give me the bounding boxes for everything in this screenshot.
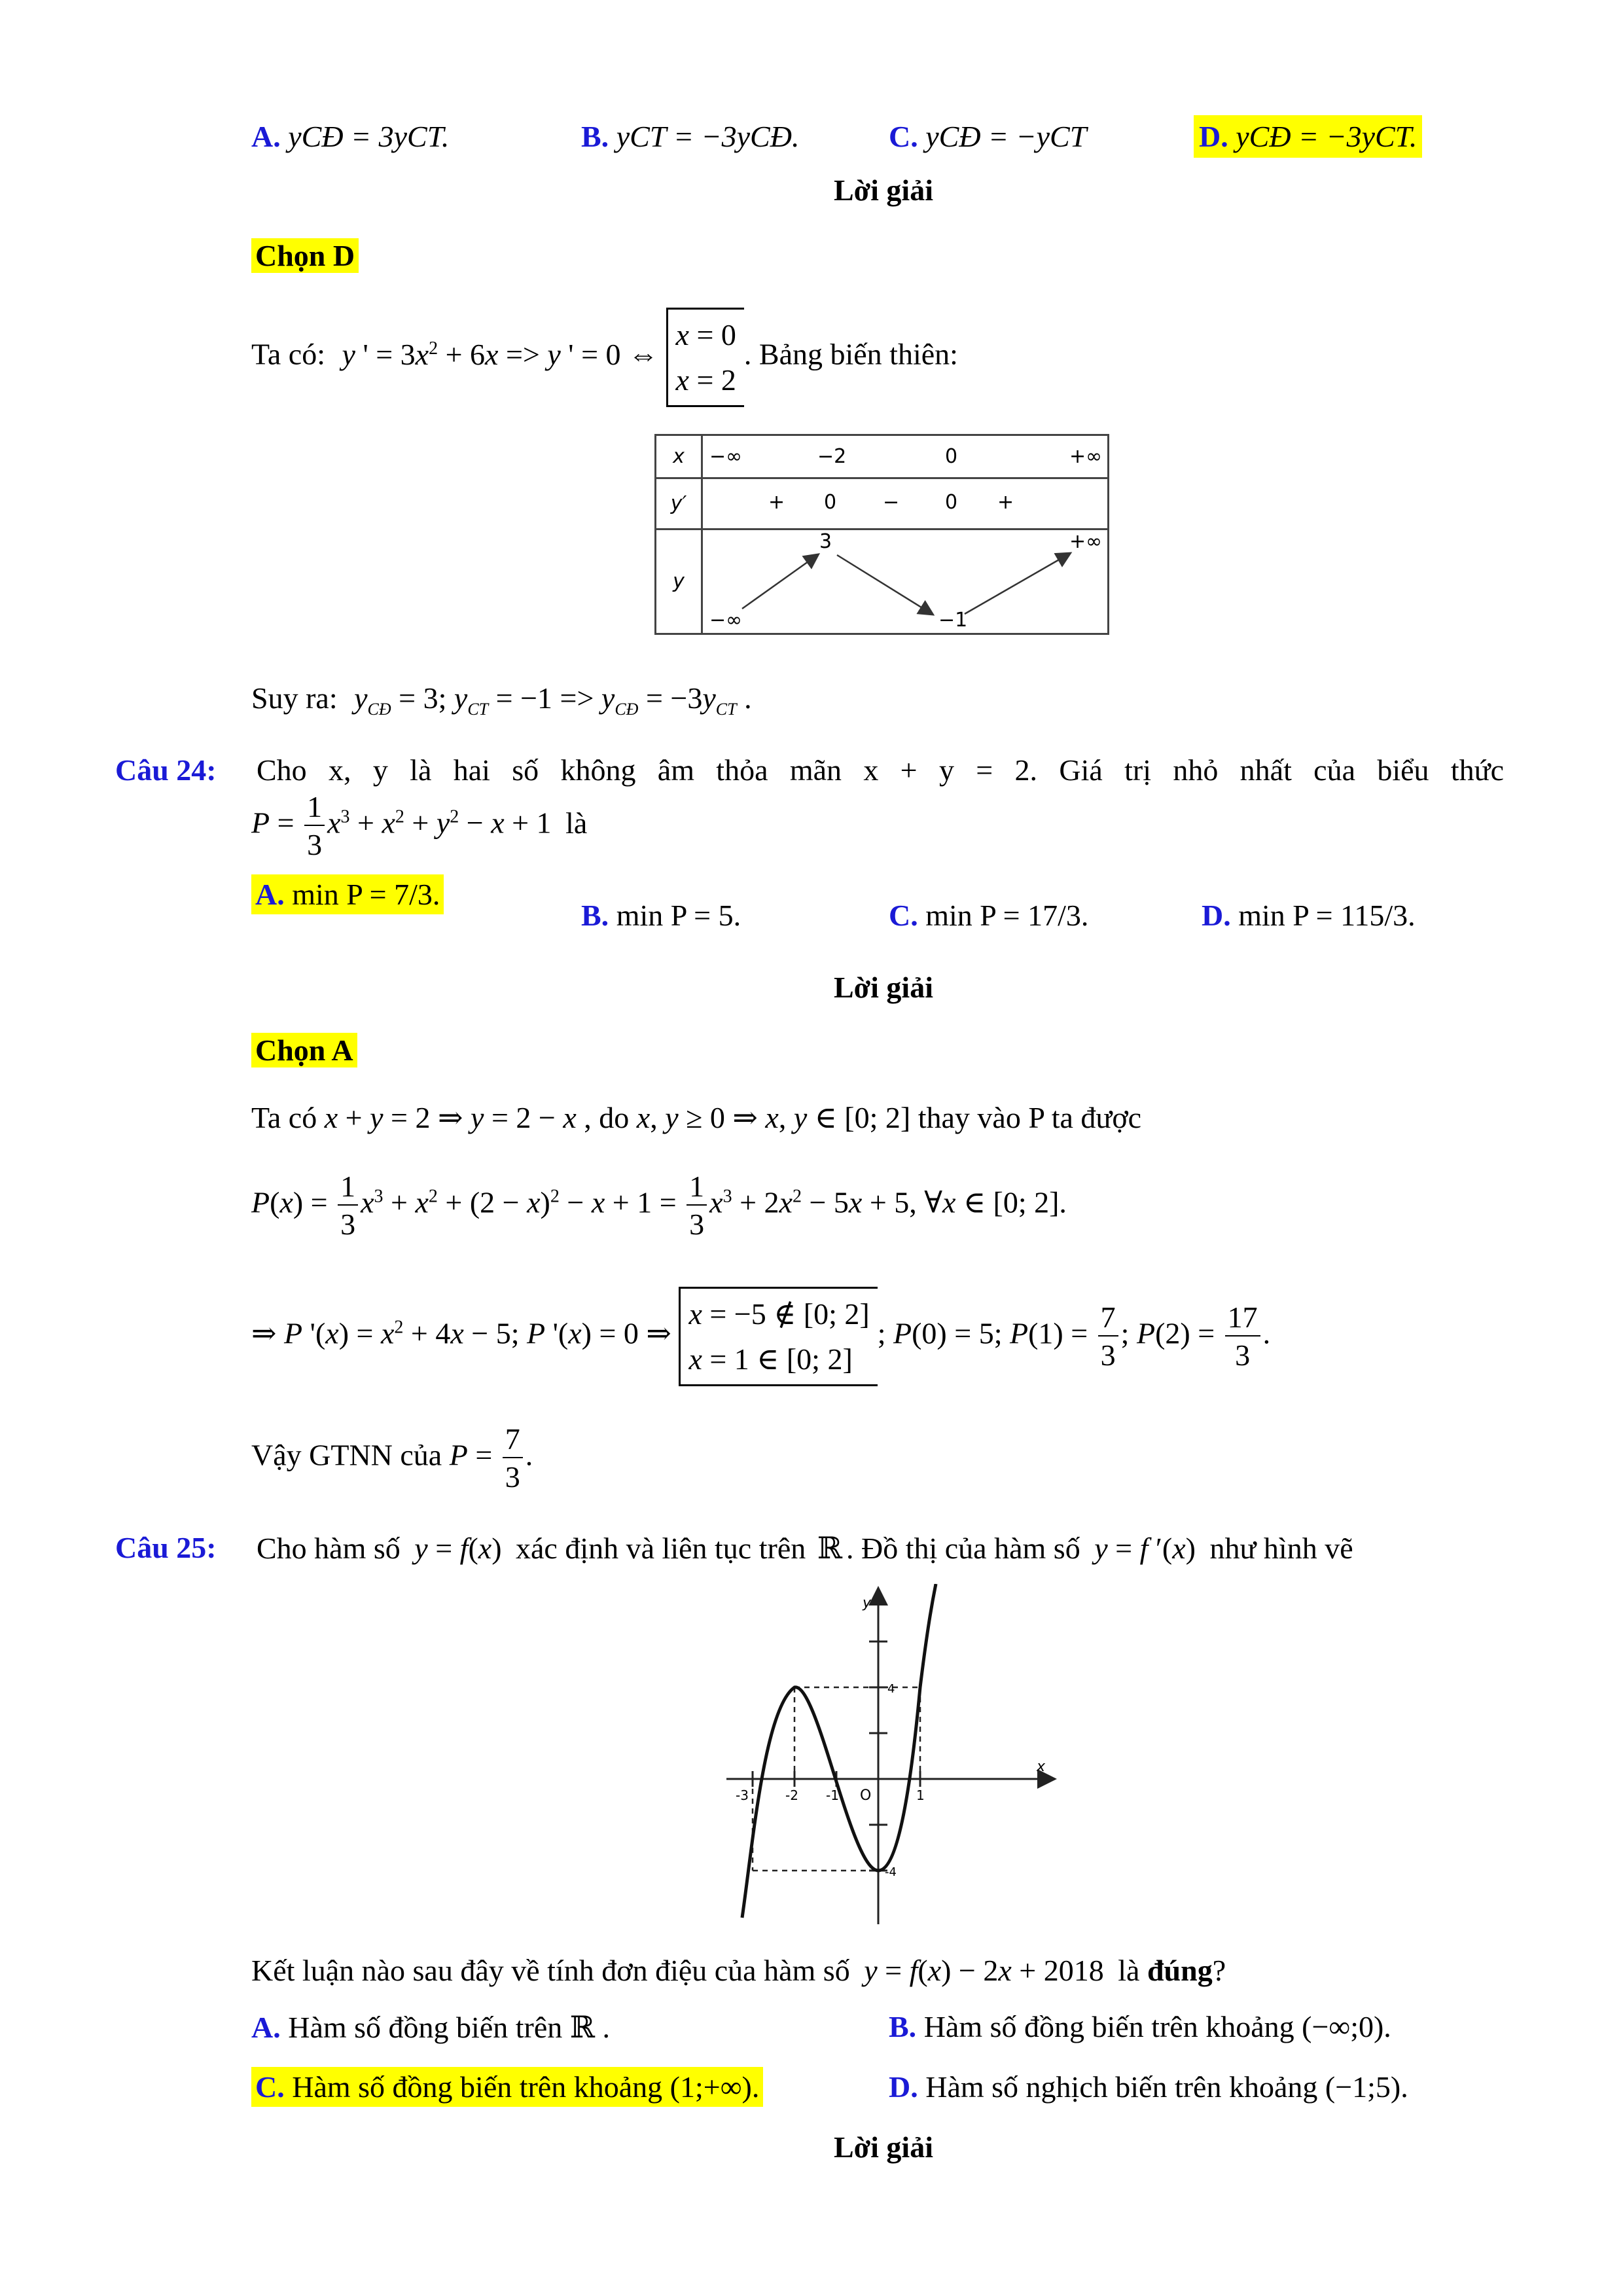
formula-part: x, y ≥ 0 ⇒ x, y ∈ [0; 2]: [636, 1101, 911, 1134]
q24-substitution-line: [251, 1100, 1141, 1135]
option-text: yCT = −3yCĐ.: [616, 120, 800, 153]
q25-option-a: [251, 2009, 610, 2045]
table-yp-zero2: 0: [945, 491, 958, 514]
table-x-minus2: −2: [817, 445, 847, 468]
formula-part: y = f(x) − 2x + 2018: [864, 1954, 1104, 1987]
table-x-pos-inf: +∞: [1069, 445, 1103, 468]
conclusion-formula: $y_{CĐ} = 3$; $y_{CT} = -1 => y_{CĐ} = -3y_{CT}$ .: [354, 681, 752, 719]
table-arrows: [703, 530, 1109, 635]
table-x-zero: 0: [945, 445, 958, 468]
option-text: Hàm số đồng biến trên khoảng (1;+∞).: [292, 2070, 760, 2104]
derivative-formula: y ' = $3x^2 + 6x => y$ ' = 0 ⇔: [342, 337, 659, 371]
formula-part: x + y = 2 ⇒ y = 2 − x: [324, 1101, 577, 1134]
variation-table: [654, 434, 1109, 635]
option-text: Hàm số nghịch biến trên khoảng (−1;5).: [925, 2070, 1408, 2104]
option-text: min P = 115/3.: [1238, 899, 1416, 932]
q23-solution-title: Lời giải: [834, 173, 933, 207]
option-text: min P = 5.: [616, 899, 741, 932]
line-mid: , do: [584, 1101, 630, 1134]
formula-part: ℝ: [817, 1532, 842, 1565]
q24-solution-title: Lời giải: [834, 971, 933, 1004]
option-text: Hàm số đồng biến trên ℝ .: [288, 2011, 610, 2044]
option-text: min P = 17/3.: [925, 899, 1089, 932]
graph-label-minus4: -4: [885, 1865, 897, 1879]
derivative-curve: [742, 1584, 936, 1918]
q23-conclusion: [251, 681, 752, 719]
option-label: A.: [255, 878, 285, 911]
q23-derivative-line: [251, 308, 958, 407]
q24-derivative-line: ⇒ P '$(x) = x^2 + 4x - 5$; P '(x) = 0 ⇒ x = −5 ∉ [0; 2] x = 1 ∈ [0; 2]; P(0) = 5; P(1) = $\frac{7}{3}$ ; P(2) = $\frac{17}{3}$ .: [251, 1287, 1270, 1386]
stem-part: xác định và liên tục trên: [516, 1532, 806, 1565]
fraction-one-third: $\frac{1}{3}$: [304, 792, 325, 860]
option-text: Hàm số đồng biến trên khoảng (−∞;0).: [923, 2010, 1391, 2043]
q23-option-b: [581, 119, 799, 154]
fraction-seven-thirds: $\frac{7}{3}$: [503, 1424, 523, 1492]
table-yp-plus2: +: [997, 491, 1014, 514]
graph-label-minus3: -3: [736, 1787, 749, 1803]
question-prefix: Kết luận nào sau đây về tính đơn điệu của hàm số: [251, 1954, 850, 1987]
table-yp-minus: −: [883, 491, 900, 514]
table-y-pos-inf: +∞: [1069, 530, 1103, 553]
q24-option-b: [581, 898, 741, 933]
q23-option-a: [251, 119, 449, 154]
option-text: yCĐ = 3yCT.: [288, 120, 450, 153]
line-prefix: Ta có: [251, 1101, 317, 1134]
graph-label-1: 1: [916, 1787, 925, 1803]
formula-part: y = f ′(x): [1094, 1532, 1196, 1565]
q25-option-d: [889, 2070, 1408, 2104]
option-text: yCĐ = −yCT: [925, 120, 1087, 153]
q23-option-c: [889, 119, 1086, 154]
option-label: B.: [581, 120, 609, 153]
table-yp-plus1: +: [768, 491, 785, 514]
q24-label: Câu 24:: [115, 753, 217, 787]
fraction-one-third: $\frac{1}{3}$: [687, 1172, 707, 1240]
formula-part: y = f(x): [414, 1532, 502, 1565]
table-y-neg-inf: −∞: [709, 609, 743, 632]
q25-label: Câu 25:: [115, 1531, 217, 1564]
q24-option-a: [251, 874, 444, 914]
stem-part: như hình vẽ: [1209, 1532, 1353, 1565]
q25-stem: [257, 1530, 1353, 1566]
roots-bracket: x = −5 ∉ [0; 2] x = 1 ∈ [0; 2]: [679, 1287, 877, 1386]
option-label: B.: [889, 2010, 917, 2043]
option-text: min P = 7/3.: [292, 878, 440, 911]
table-yprime-label: y′: [670, 492, 687, 515]
line-prefix: Ta có:: [251, 337, 326, 371]
option-label: D.: [889, 2070, 918, 2104]
fraction-seventeen-thirds: $\frac{17}{3}$: [1225, 1302, 1260, 1371]
q25-option-c: [251, 2067, 763, 2107]
q25-solution-title: Lời giải: [834, 2130, 933, 2164]
q24-stem-tail: là: [565, 806, 588, 840]
table-y-label: y: [673, 570, 685, 593]
graph-label-x: x: [1037, 1759, 1046, 1775]
stem-part: Cho hàm số: [257, 1532, 401, 1565]
stem-part: . Đồ thị của hàm số: [846, 1532, 1080, 1565]
q23-chosen-answer: Chọn D: [251, 238, 359, 273]
option-label: D.: [1199, 120, 1228, 153]
option-label: A.: [251, 120, 281, 153]
option-label: B.: [581, 899, 609, 932]
fraction-seven-thirds: $\frac{7}{3}$: [1098, 1302, 1118, 1371]
q25-option-b: [889, 2009, 1391, 2044]
q24-option-d: [1202, 898, 1416, 933]
q24-expression: P = $\frac{1}{3}$ $x^3 + x^2 + y^2 - x + 1$ là: [251, 790, 588, 861]
q25-question: Kết luận nào sau đây về tính đơn điệu của hàm số y = f(x) − 2x + 2018 là đúng?: [251, 1954, 1226, 1987]
q24-option-c: [889, 898, 1088, 933]
option-label: A.: [251, 2011, 281, 2044]
graph-label-origin: O: [860, 1787, 872, 1804]
table-yp-zero1: 0: [824, 491, 837, 514]
table-y-max-3: 3: [819, 530, 832, 553]
q24-chosen-answer: Chọn A: [251, 1033, 357, 1067]
line-suffix: thay vào P ta được: [918, 1101, 1142, 1134]
fraction-one-third: $\frac{1}{3}$: [338, 1172, 358, 1240]
derivative-graph: [720, 1584, 1073, 1931]
conclusion-prefix: Vậy GTNN của: [251, 1438, 442, 1472]
table-x-label: x: [673, 445, 685, 468]
q23-option-d: [1194, 115, 1422, 158]
table-y-min-minus1: −1: [938, 609, 968, 632]
conclusion-prefix: Suy ra:: [251, 681, 338, 715]
graph-label-y: y: [863, 1595, 872, 1611]
roots-bracket: x = 0 x = 2: [666, 308, 744, 407]
question-mid: là: [1118, 1954, 1140, 1987]
graph-label-minus1: -1: [826, 1787, 839, 1803]
option-label: C.: [889, 899, 918, 932]
q24-stem: Cho x, y là hai số không âm thỏa mãn x + y = 2. Giá trị nhỏ nhất của biểu thức: [257, 753, 1504, 787]
line-suffix: . Bảng biến thiên:: [743, 337, 958, 371]
option-label: C.: [255, 2070, 285, 2104]
graph-label-minus2: -2: [785, 1787, 798, 1803]
question-bold: đúng: [1147, 1954, 1213, 1987]
graph-label-4: 4: [887, 1682, 895, 1696]
option-text: yCĐ = −3yCT.: [1236, 120, 1418, 153]
option-label: D.: [1202, 899, 1231, 932]
table-x-neg-inf: −∞: [709, 445, 743, 468]
option-label: C.: [889, 120, 918, 153]
q24-px-formula: P(x) = $\frac{1}{3}$ $x^3 + x^2 + (2 - x)^2 - x + 1$ = $\frac{1}{3}$ $x^3 + 2x^2 - 5x + 5$, ∀x ∈ [0; 2].: [251, 1170, 1067, 1241]
q24-conclusion: Vậy GTNN của P = $\frac{7}{3}$ .: [251, 1422, 533, 1494]
